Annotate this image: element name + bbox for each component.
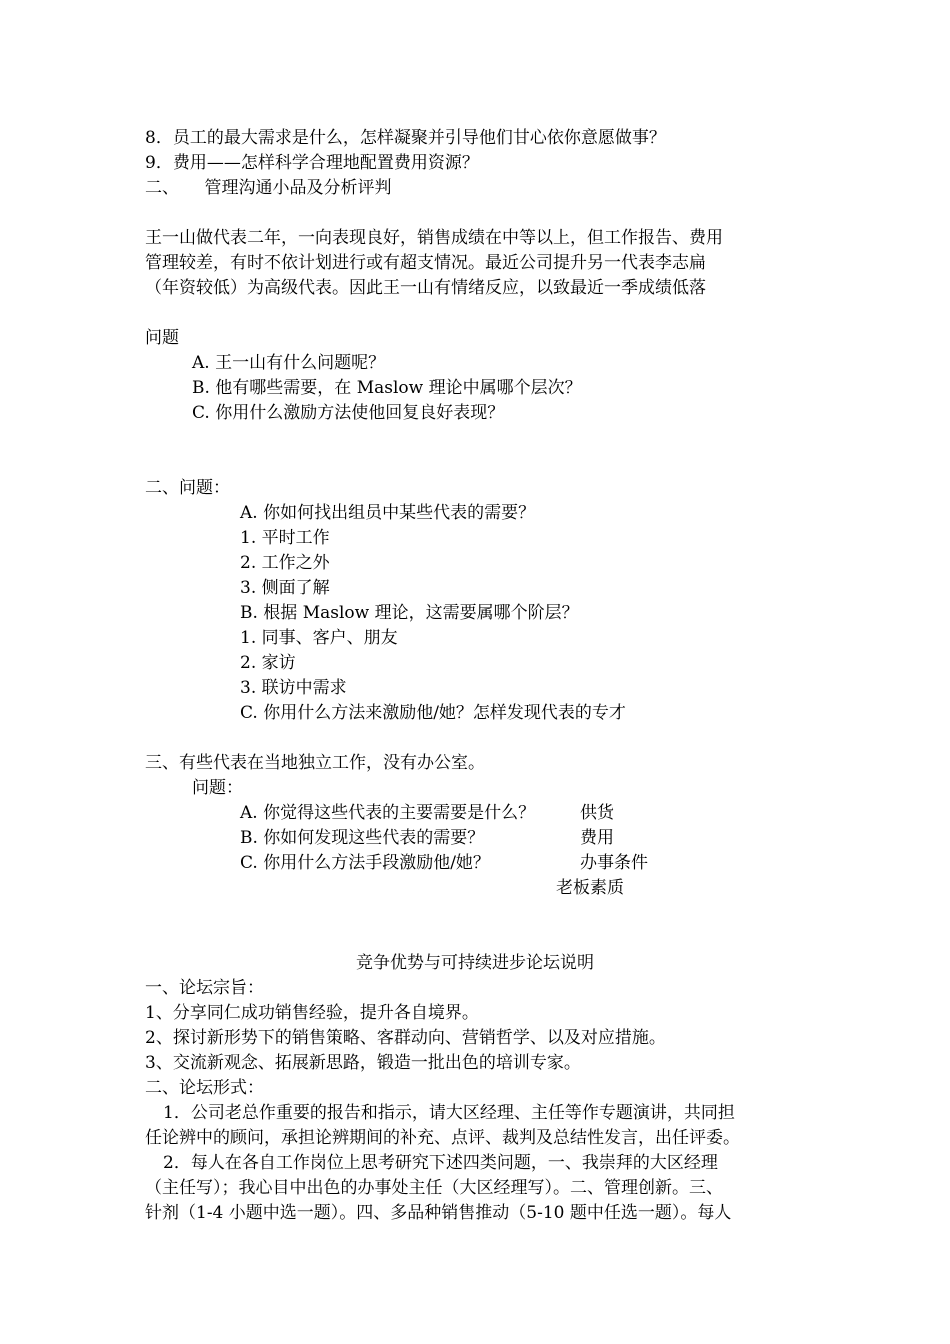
answer-item: 1. 同事、客户、朋友 [240,628,398,648]
list-item: 2、探讨新形势下的销售策略、客群动向、营销哲学、以及对应措施。 [145,1028,666,1048]
section-heading: 二、问题： [145,478,230,498]
question-item: A. 你觉得这些代表的主要需要是什么？ [240,803,536,823]
answer-item: 1. 平时工作 [240,528,330,548]
section-heading: 三、有些代表在当地独立工作，没有办公室。 [145,753,485,773]
question-9: 9．费用——怎样科学合理地配置费用资源？ [145,153,479,173]
answer-item: 3. 侧面了解 [240,578,330,598]
question-item: B. 他有哪些需要，在 Maslow 理论中属哪个层次？ [192,378,582,398]
paragraph-line: 1．公司老总作重要的报告和指示，请大区经理、主任等作专题演讲，共同担 [163,1103,735,1123]
question-item: C. 你用什么方法来激励他/她？怎样发现代表的专才 [240,703,626,723]
paragraph-line: （主任写）；我心目中出色的办事处主任（大区经理写）。二、管理创新。三、 [145,1178,723,1198]
paragraph-line: 针剂（1-4 小题中选一题）。四、多品种销售推动（5-10 题中任选一题）。每人 [145,1203,732,1223]
question-item: A. 王一山有什么问题呢？ [192,353,386,373]
case-paragraph-line: 王一山做代表二年，一向表现良好，销售成绩在中等以上，但工作报告、费用 [145,228,723,248]
forum-title: 竞争优势与可持续进步论坛说明 [356,953,594,973]
answer-note: 费用 [580,828,614,848]
section-heading: 二、 管理沟通小品及分析评判 [145,178,392,198]
answer-item: 2. 工作之外 [240,553,330,573]
paragraph-line: 任论辨中的顾问，承担论辨期间的补充、点评、裁判及总结性发言，出任评委。 [145,1128,740,1148]
questions-label: 问题 [145,328,179,348]
answer-note: 供货 [580,803,614,823]
case-paragraph-line: 管理较差，有时不依计划进行或有超支情况。最近公司提升另一代表李志扁 [145,253,706,273]
question-8: 8．员工的最大需求是什么，怎样凝聚并引导他们甘心依你意愿做事？ [145,128,666,148]
question-item: B. 根据 Maslow 理论，这需要属哪个阶层？ [240,603,579,623]
answer-item: 2. 家访 [240,653,296,673]
answer-note: 老板素质 [556,878,624,898]
question-item: C. 你用什么方法手段激励他/她？ [240,853,490,873]
list-item: 3、交流新观念、拓展新思路，锻造一批出色的培训专家。 [145,1053,581,1073]
case-paragraph-line: （年资较低）为高级代表。因此王一山有情绪反应，以致最近一季成绩低落 [145,278,706,298]
question-item: A. 你如何找出组员中某些代表的需要？ [240,503,536,523]
question-item: C. 你用什么激励方法使他回复良好表现？ [192,403,505,423]
section-heading: 一、论坛宗旨： [145,978,264,998]
answer-item: 3. 联访中需求 [240,678,347,698]
answer-note: 办事条件 [580,853,648,873]
list-item: 1、分享同仁成功销售经验，提升各自境界。 [145,1003,479,1023]
questions-label: 问题： [192,778,243,798]
question-item: B. 你如何发现这些代表的需要？ [240,828,485,848]
section-heading: 二、论坛形式： [145,1078,264,1098]
paragraph-line: 2．每人在各自工作岗位上思考研究下述四类问题，一、我崇拜的大区经理 [163,1153,718,1173]
